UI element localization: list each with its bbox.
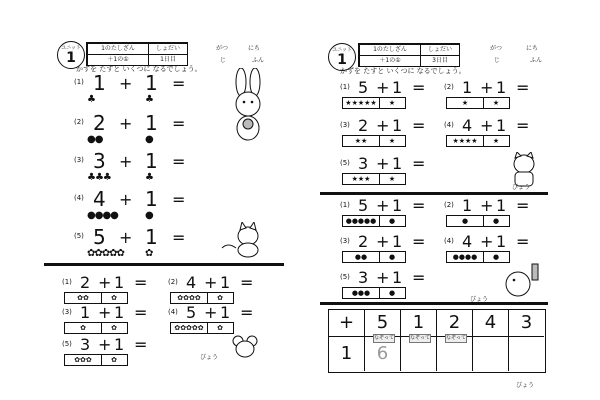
addend-b-marks: ★ [388,137,396,145]
divider-2 [320,302,548,305]
marks-box [446,97,510,109]
byou-label-1: びょう [512,184,531,191]
addend-b: 1 [392,232,403,251]
addend-a-marks: ♣ [87,94,95,105]
plus-sign: + [376,196,390,215]
addend-b-marks: ● [492,217,500,225]
byou-label: びょう [200,354,219,361]
addend-b: 1 [496,196,507,215]
addend-a-marks: ✿✿✿✿ [171,293,208,303]
addend-b-marks: ✿ [111,294,117,302]
trace-sticker: なぞって [446,335,467,341]
addend-b: 1 [145,71,158,95]
addend-b: 1 [392,196,403,215]
plus-sign: + [204,303,218,322]
addend-b: 1 [145,149,158,173]
problem-number: (3) [62,308,72,316]
fun: ふん [530,57,543,64]
grid-header: 5 [365,310,401,337]
problem-number: (1) [74,78,84,86]
problem-number: (2) [168,278,178,286]
plus-sign: + [376,154,390,173]
addend-a-marks: ✿✿✿✿✿ [87,248,124,259]
problem-number: (5) [74,232,84,240]
addend-a: 4 [93,187,106,211]
marks-box [64,354,128,366]
trace-sticker: なぞって [374,335,395,341]
addend-b-marks: ★ [388,99,396,107]
addend-a: 1 [462,196,473,215]
addend-a-marks: ★ [447,98,484,108]
addend-b-marks: ♣ [145,94,153,105]
addend-b: 1 [496,116,507,135]
addend-b-marks: ● [145,210,153,221]
rabbit-illustration [225,68,275,143]
addend-a: 2 [358,232,369,251]
worksheet-day3 [300,0,600,400]
addend-a: 5 [358,78,369,97]
equals-sign: = [134,335,148,354]
addend-a-marks: ●●● [343,288,380,298]
plus-sign: + [119,152,133,171]
plus-sign: + [98,273,112,292]
plus-sign: + [376,232,390,251]
title-box [86,42,188,66]
addend-b: 1 [220,303,231,322]
addend-a-marks: ● [447,216,484,226]
problem-number: (2) [444,201,454,209]
nichi: にち [526,45,539,52]
addend-a-marks: ✿✿✿✿✿ [171,323,208,333]
addend-a: 3 [93,149,106,173]
unit-number: 1 [66,50,76,66]
addend-b: 1 [392,268,403,287]
equals-sign: = [134,303,148,322]
marks-box [342,251,406,263]
divider-1 [320,192,548,195]
marks-box [342,215,406,227]
title-sub: ＋1の① [359,55,421,67]
problem-number: (3) [340,237,350,245]
plus-sign: + [376,116,390,135]
addend-b-marks: ★ [388,175,396,183]
title-day: 1日目 [148,54,188,66]
marks-box [342,173,406,185]
problem-number: (2) [444,83,454,91]
addend-b-marks: ● [388,217,396,225]
addend-a-marks: ★★ [343,136,380,146]
addend-a: 1 [93,71,106,95]
addend-a: 5 [93,225,106,249]
fun: ふん [252,57,265,64]
plus-sign: + [480,232,494,251]
grid-answer-cell[interactable] [473,337,509,371]
equals-sign: = [172,114,186,133]
grid-header: 3 [509,310,544,337]
grid-header: 1 [401,310,437,337]
grid-header: 2 [437,310,473,337]
addend-b: 1 [145,111,158,135]
equals-sign: = [516,196,530,215]
equals-sign: = [412,154,426,173]
addend-a: 3 [80,335,91,354]
addend-a: 4 [186,273,197,292]
addend-b-marks: ★ [492,99,500,107]
addend-b: 1 [392,78,403,97]
addend-b-marks: ● [388,253,396,261]
plus-sign: + [480,196,494,215]
plus-sign: + [119,114,133,133]
addend-b-marks: ✿ [217,324,223,332]
unit-label: ユニット [332,47,352,53]
addend-b: 1 [114,335,125,354]
byou-label-2: びょう [470,296,489,303]
addend-b: 1 [145,225,158,249]
plus-sign: + [376,268,390,287]
equals-sign: = [516,232,530,251]
problem-number: (1) [62,278,72,286]
addend-a-marks: ●●●● [87,210,118,221]
equals-sign: = [172,190,186,209]
equals-sign: = [516,78,530,97]
nichi: にち [248,45,261,52]
addend-a: 2 [93,111,106,135]
problem-number: (5) [340,159,350,167]
addend-b: 1 [220,273,231,292]
addend-a: 4 [462,232,473,251]
marks-box [342,135,406,147]
addend-a-marks: ★★★★★ [343,98,380,108]
plus-sign: + [204,273,218,292]
addend-a-marks: ✿✿✿ [65,355,102,365]
addend-a-marks: ★★★ [343,174,380,184]
problem-number: (3) [340,121,350,129]
addend-b-marks: ● [388,289,396,297]
addend-a: 2 [358,116,369,135]
addend-b-marks: ✿ [145,248,153,259]
equals-sign: = [412,268,426,287]
plus-sign: + [119,190,133,209]
title-grade: しょだい [420,44,460,56]
grid-answer-cell[interactable]: 6 [365,337,401,371]
title-day: 3日目 [420,55,460,67]
grid-header: 4 [473,310,509,337]
addend-b: 1 [496,78,507,97]
problem-number: (4) [444,237,454,245]
addend-b-marks: ✿ [217,294,223,302]
plus-sign: + [376,78,390,97]
addend-a: 3 [358,268,369,287]
plus-sign: + [480,78,494,97]
title-grade: しょだい [148,43,188,55]
addend-a: 2 [80,273,91,292]
marks-box [342,287,406,299]
equals-sign: = [412,116,426,135]
plus-sign: + [98,335,112,354]
trace-sticker: なぞって [410,335,431,341]
title-name: 1のたしざん [87,43,149,55]
addend-b-marks: ● [492,253,500,261]
addend-b-marks: ✿ [111,324,117,332]
equals-sign: = [412,232,426,251]
addend-a-marks: ✿✿ [65,293,102,303]
addend-a: 5 [358,196,369,215]
marks-box [64,322,128,334]
marks-box [170,322,234,334]
problem-number: (1) [340,83,350,91]
addend-b: 1 [114,273,125,292]
problem-number: (5) [340,273,350,281]
addend-b: 1 [114,303,125,322]
addend-a-marks: ●● [87,134,103,145]
problem-number: (1) [340,201,350,209]
addend-b-marks: ♣ [145,172,153,183]
mouse-illustration [228,334,262,360]
addition-grid [328,309,546,373]
addend-b: 1 [392,116,403,135]
unit-label: ユニット [61,45,81,51]
addend-a-marks: ●●●●● [343,216,380,226]
addend-a: 4 [462,116,473,135]
addend-b-marks: ● [145,134,153,145]
addend-a-marks: ●● [343,252,380,262]
unit-number: 1 [337,52,347,68]
title-box [358,43,460,67]
plus-sign: + [98,303,112,322]
plus-sign: + [119,228,133,247]
gatsu: がつ [490,45,503,52]
marks-box [342,97,406,109]
addend-a-marks: ✿ [65,323,102,333]
addend-b: 1 [145,187,158,211]
ji: じ [494,57,501,64]
gatsu: がつ [216,45,229,52]
problem-number: (4) [444,121,454,129]
marks-box [446,135,510,147]
addend-a: 3 [358,154,369,173]
addend-b: 1 [392,154,403,173]
ji: じ [220,57,227,64]
equals-sign: = [516,116,530,135]
cat-illustration [218,222,268,258]
equals-sign: = [240,303,254,322]
problem-number: (2) [74,118,84,126]
grid-operator: + [329,310,365,337]
addend-a: 1 [462,78,473,97]
addend-b-marks: ✿ [111,356,117,364]
addend-a: 5 [186,303,197,322]
equals-sign: = [412,78,426,97]
addend-a-marks: ★★★★ [447,136,484,146]
equals-sign: = [412,196,426,215]
addend-a-marks: ●●●● [447,252,484,262]
problem-number: (4) [168,308,178,316]
instruction: かずを たすと いくつに なるでしょう。 [340,67,466,75]
marks-box [446,215,510,227]
plus-sign: + [119,74,133,93]
problem-number: (4) [74,194,84,202]
title-sub: ＋1の① [87,54,149,66]
grid-row-label: 1 [329,337,365,371]
addend-b-marks: ★ [492,137,500,145]
bird-illustration [500,262,544,300]
problem-number: (3) [74,156,84,164]
equals-sign: = [172,152,186,171]
plus-sign: + [480,116,494,135]
problem-number: (5) [62,340,72,348]
equals-sign: = [172,74,186,93]
equals-sign: = [134,273,148,292]
equals-sign: = [172,228,186,247]
byou-label-3: びょう [516,382,535,389]
instruction: かずを たすと いくつに なるでしょう。 [76,65,202,73]
addend-b: 1 [496,232,507,251]
addend-a-marks: ♣♣♣ [87,172,111,183]
addend-a: 1 [80,303,91,322]
title-name: 1のたしざん [359,44,421,56]
equals-sign: = [240,273,254,292]
grid-answer-cell[interactable] [509,337,544,371]
divider [44,263,284,266]
